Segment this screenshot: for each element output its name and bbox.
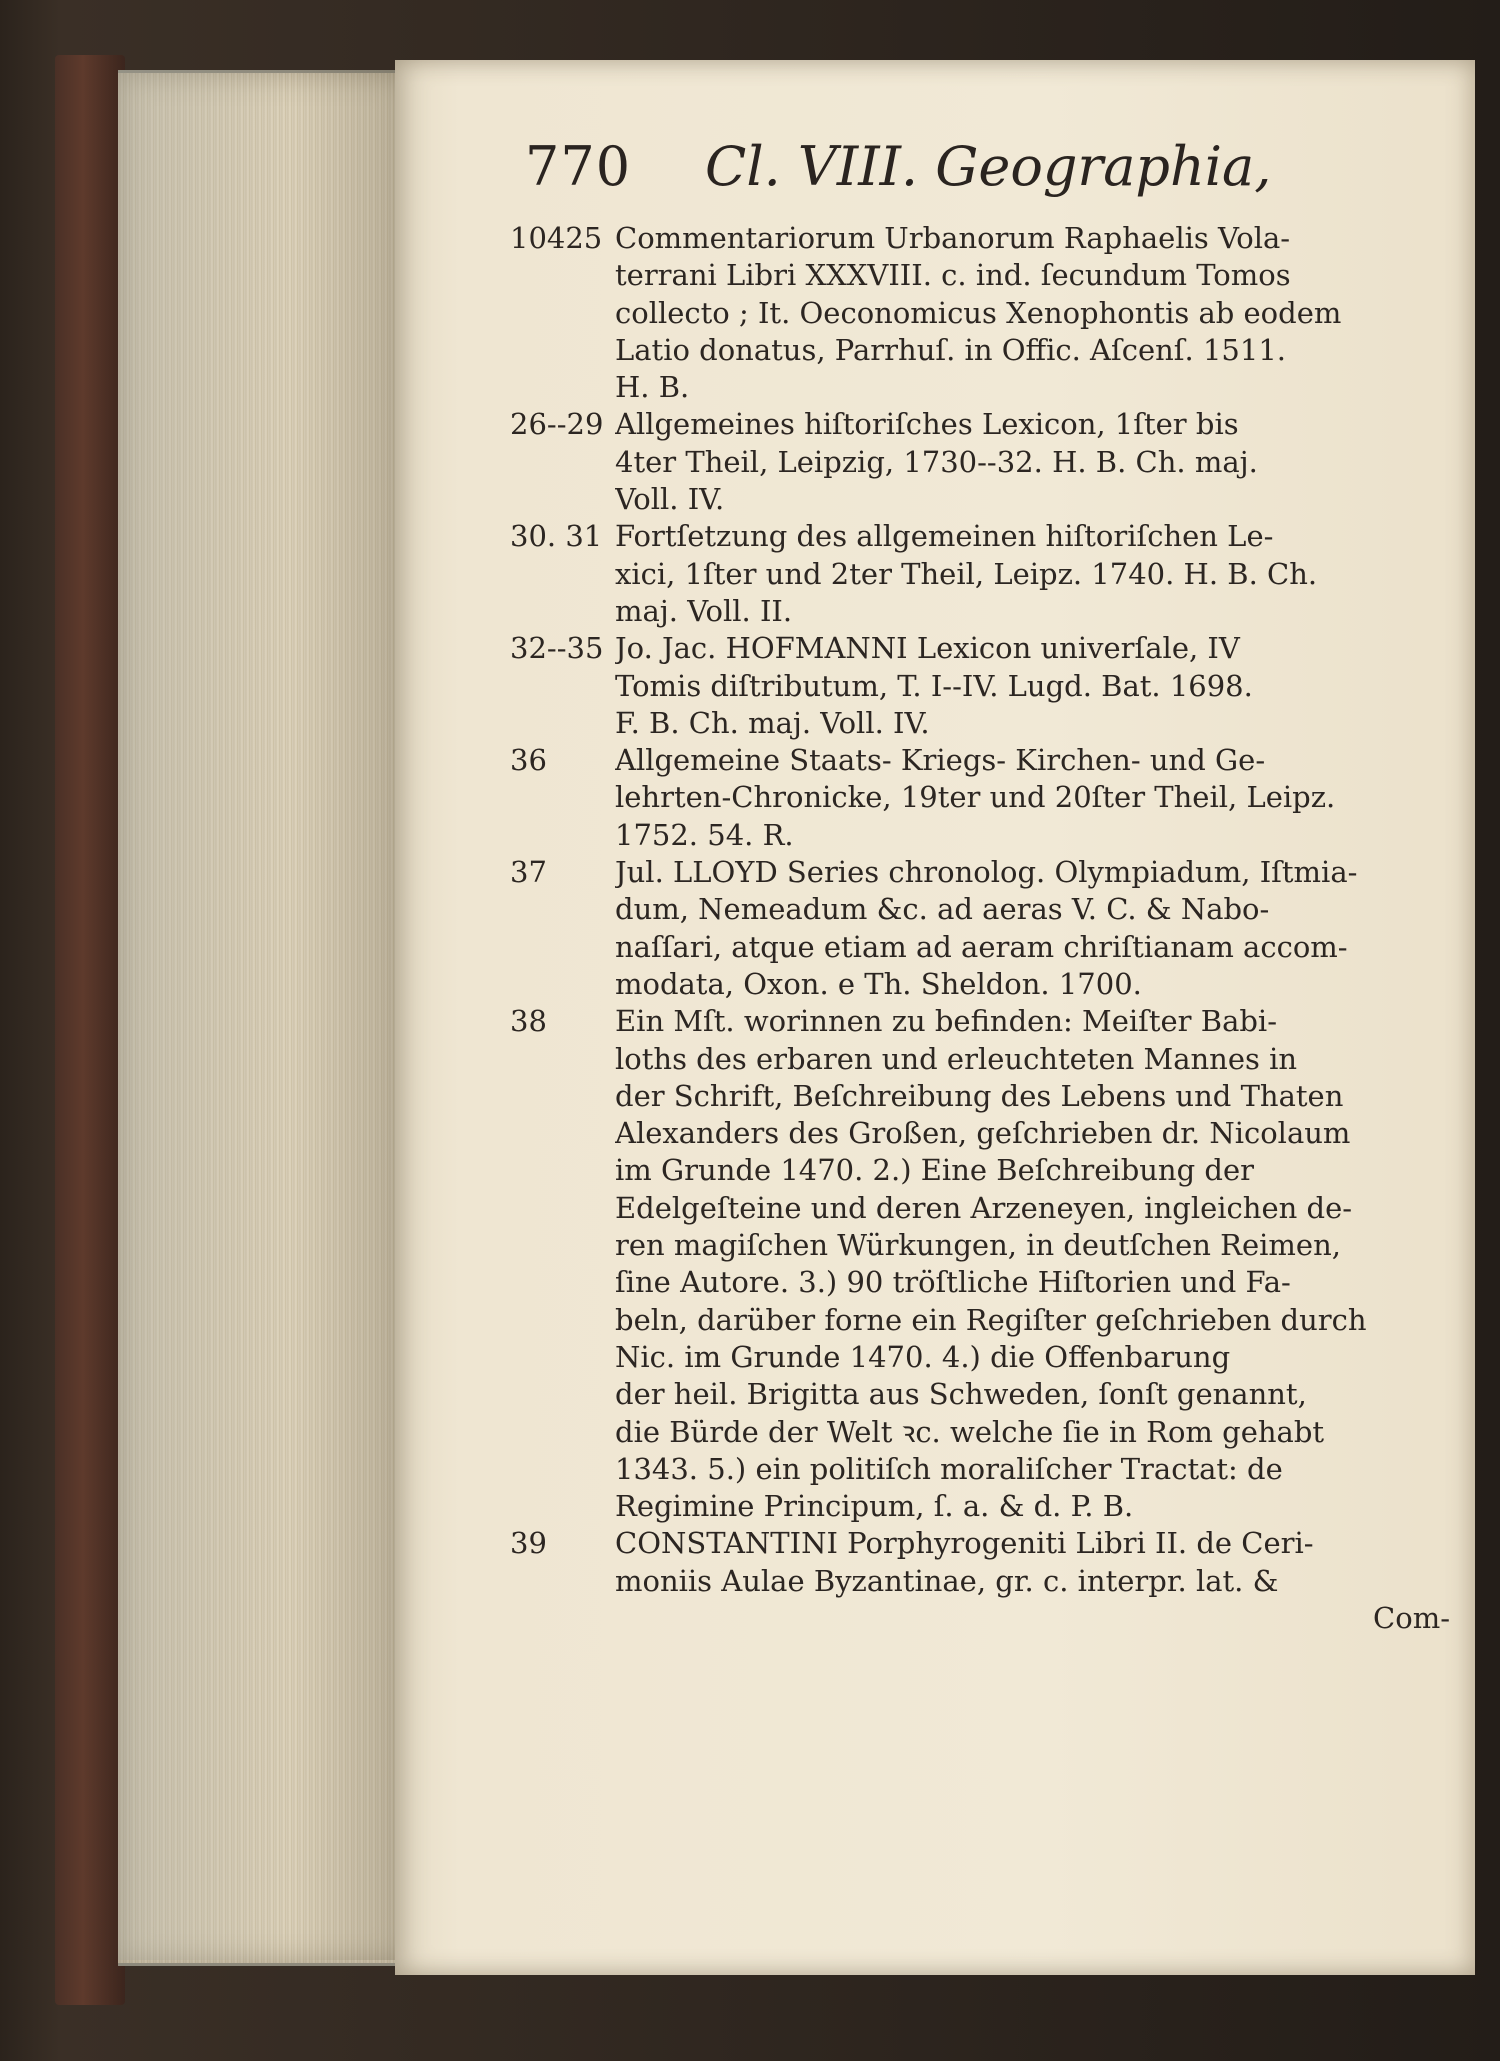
catalog-entry xyxy=(510,630,1450,742)
entry-line: Jul. LLOYD Series chronolog. Olympiadum, Iſtmia- xyxy=(615,855,1358,890)
entry-line: Nic. im Grunde 1470. 4.) die Offenbarung xyxy=(615,1339,1231,1374)
entry-number: 30. 31 xyxy=(510,519,603,554)
entry-line: die Bürde der Welt ꝛc. welche ſie in Rom gehabt xyxy=(615,1414,1325,1449)
entry-line: xici, 1ſter und 2ter Theil, Leipz. 1740. H. B. Ch. xyxy=(615,556,1318,591)
entry-number: 39 xyxy=(510,1526,547,1561)
entry-line: Voll. IV. xyxy=(615,482,725,517)
entry-number: 36 xyxy=(510,743,547,778)
entry-line: terrani Libri XXXVIII. c. ind. ſecundum Tomos xyxy=(615,258,1291,293)
catalog-entry xyxy=(510,854,1450,1003)
entry-line: Allgemeine Staats- Kriegs- Kirchen- und Ge- xyxy=(615,743,1266,778)
entry-line: Tomis diſtributum, T. I--IV. Lugd. Bat. 1698. xyxy=(615,668,1253,703)
entry-line: H. B. xyxy=(615,370,690,405)
catalog-entries xyxy=(510,220,1450,1637)
book-cover-edge xyxy=(55,55,125,2005)
entry-line: der Schrift, Beſchreibung des Lebens und Thaten xyxy=(615,1078,1344,1113)
entry-number: 38 xyxy=(510,1004,547,1039)
entry-number: 37 xyxy=(510,855,547,890)
entry-line: Regimine Principum, ſ. a. & d. P. B. xyxy=(615,1489,1134,1524)
catalog-entry xyxy=(510,406,1450,518)
entry-line: moniis Aulae Byzantinae, gr. c. interpr. lat. & xyxy=(615,1563,1279,1598)
entry-number: 10425 xyxy=(510,221,603,255)
catchword: Com- xyxy=(1373,1600,1450,1635)
entry-line: Allgemeines hiſtoriſches Lexicon, 1ſter bis xyxy=(615,407,1239,442)
entry-line: ren magiſchen Würkungen, in deutſchen Reimen, xyxy=(615,1228,1341,1263)
entry-line: F. B. Ch. maj. Voll. IV. xyxy=(615,705,930,740)
entry-line: Fortſetzung des allgemeinen hiſtoriſchen Le- xyxy=(615,519,1274,554)
entry-line: der heil. Brigitta aus Schweden, ſonſt genannt, xyxy=(615,1377,1307,1412)
catalog-entry xyxy=(510,518,1450,630)
running-title: Cl. VIII. Geographia, xyxy=(705,135,1272,198)
entry-line: 1752. 54. R. xyxy=(615,817,794,852)
entry-line: loths des erbaren und erleuchteten Mannes in xyxy=(615,1041,1298,1076)
entry-line: Edelgeſteine und deren Arzeneyen, ingleichen de- xyxy=(615,1190,1353,1225)
entry-line: modata, Oxon. e Th. Sheldon. 1700. xyxy=(615,966,1142,1001)
entry-line: 4ter Theil, Leipzig, 1730--32. H. B. Ch. maj. xyxy=(615,444,1258,479)
entry-line: beln, darüber forne ein Regiſter geſchrieben durch xyxy=(615,1302,1367,1337)
entry-line: ſine Autore. 3.) 90 tröſtliche Hiſtorien und Fa- xyxy=(615,1265,1291,1300)
entry-line: im Grunde 1470. 2.) Eine Beſchreibung der xyxy=(615,1153,1254,1188)
entry-line: 1343. 5.) ein politiſch moraliſcher Tractat: de xyxy=(615,1451,1283,1486)
catalog-entry xyxy=(510,742,1450,854)
catalog-entry xyxy=(510,1525,1450,1637)
entry-line: naſſari, atque etiam ad aeram chriſtianam accom- xyxy=(615,929,1348,964)
entry-line: Commentariorum Urbanorum Raphaelis Vola- xyxy=(615,221,1291,255)
entry-number: 32--35 xyxy=(510,631,604,666)
entry-line: dum, Nemeadum &c. ad aeras V. C. & Nabo- xyxy=(615,892,1270,927)
entry-number: 26--29 xyxy=(510,407,604,442)
entry-line: CONSTANTINI Porphyrogeniti Libri II. de Ceri- xyxy=(615,1526,1314,1561)
book-page xyxy=(395,60,1475,1975)
entry-line: lehrten-Chronicke, 19ter und 20ſter Theil, Leipz. xyxy=(615,780,1336,815)
entry-line: Jo. Jac. HOFMANNI Lexicon univerſale, IV xyxy=(615,631,1240,666)
entry-line: collecto ; It. Oeconomicus Xenophontis ab eodem xyxy=(615,295,1342,330)
catalog-entry xyxy=(510,220,1450,406)
entry-line: Alexanders des Großen, geſchrieben dr. Nicolaum xyxy=(615,1116,1351,1151)
page-header xyxy=(525,135,1425,215)
catalog-entry xyxy=(510,1003,1450,1525)
page-stack-shading xyxy=(118,70,408,1960)
entry-line: Latio donatus, Parrhuſ. in Offic. Aſcenſ. 1511. xyxy=(615,332,1286,367)
page-number: 770 xyxy=(525,135,632,198)
entry-line: Ein Mſt. worinnen zu befinden: Meiſter Babi- xyxy=(615,1004,1278,1039)
entry-line: maj. Voll. II. xyxy=(615,593,793,628)
